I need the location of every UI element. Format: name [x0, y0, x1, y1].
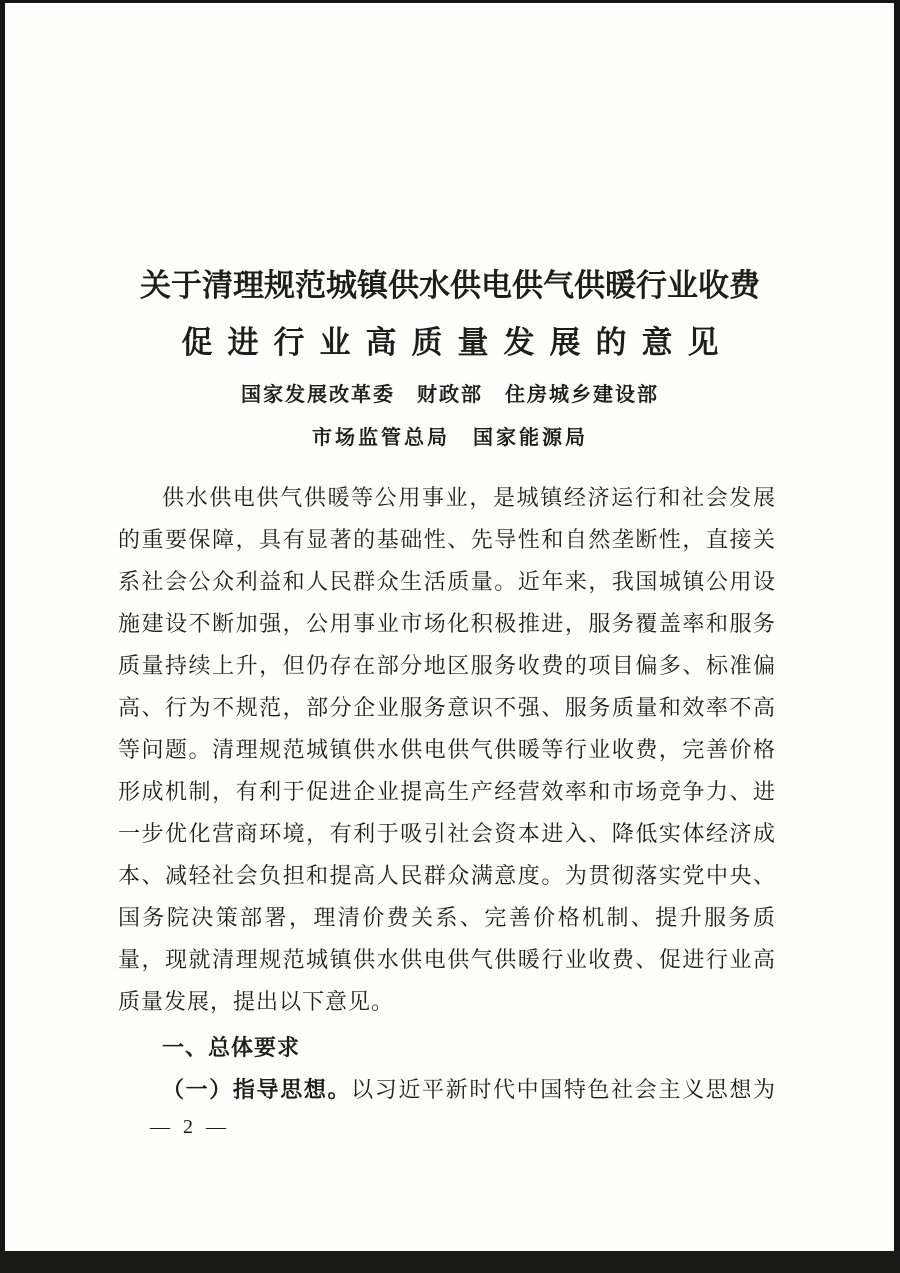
paragraph-line: 形成机制，有利于促进企业提高生产经营效率和市场竞争力、进	[118, 779, 776, 804]
issuing-agencies-line1: 国家发展改革委 财政部 住房城乡建设部	[241, 384, 659, 406]
title-block	[0, 266, 900, 452]
page-number: — 2 —	[150, 1116, 230, 1138]
paragraph-line: 供水供电供气供暖等公用事业，是城镇经济运行和社会发展	[162, 485, 776, 510]
section-heading: 一、总体要求	[162, 1035, 301, 1060]
document-title-line1: 关于清理规范城镇供水供电供气供暖行业收费	[140, 268, 760, 303]
paragraph-line: 系社会公众利益和人民群众生活质量。近年来，我国城镇公用设	[118, 569, 776, 594]
paragraph-line: 的重要保障，具有显著的基础性、先导性和自然垄断性，直接关	[118, 527, 776, 552]
paragraph-line: 量，现就清理规范城镇供水供电供气供暖行业收费、促进行业高	[118, 947, 776, 972]
paragraph-line-last: 质量发展，提出以下意见。	[118, 989, 395, 1014]
scan-border-top	[0, 0, 900, 3]
paragraph-line: 施建设不断加强，公用事业市场化积极推进，服务覆盖率和服务	[118, 611, 776, 636]
paragraph-line: 一步优化营商环境，有利于吸引社会资本进入、降低实体经济成	[118, 821, 776, 846]
document-body	[118, 477, 776, 1111]
scan-border-right	[894, 0, 900, 1273]
scan-border-bottom	[0, 1251, 900, 1273]
document-title-line2: 促进行业高质量发展的意见	[181, 325, 734, 360]
scan-border-left	[0, 0, 5, 1273]
paragraph-line: 国务院决策部署，理清价费关系、完善价格机制、提升服务质	[118, 905, 776, 930]
paragraph-line: 高、行为不规范，部分企业服务意识不强、服务质量和效率不高	[118, 695, 776, 720]
subsection-label: （一）指导思想。	[162, 1077, 352, 1102]
paragraph-line: 等问题。清理规范城镇供水供电供气供暖等行业收费，完善价格	[118, 737, 776, 762]
paragraph-line: 本、减轻社会负担和提高人民群众满意度。为贯彻落实党中央、	[118, 863, 776, 888]
subsection-text: 以习近平新时代中国特色社会主义思想为	[351, 1077, 776, 1102]
subsection-line	[118, 1069, 776, 1111]
paragraph-line: 质量持续上升，但仍存在部分地区服务收费的项目偏多、标准偏	[118, 653, 776, 678]
issuing-agencies-line2: 市场监管总局 国家能源局	[312, 427, 588, 449]
